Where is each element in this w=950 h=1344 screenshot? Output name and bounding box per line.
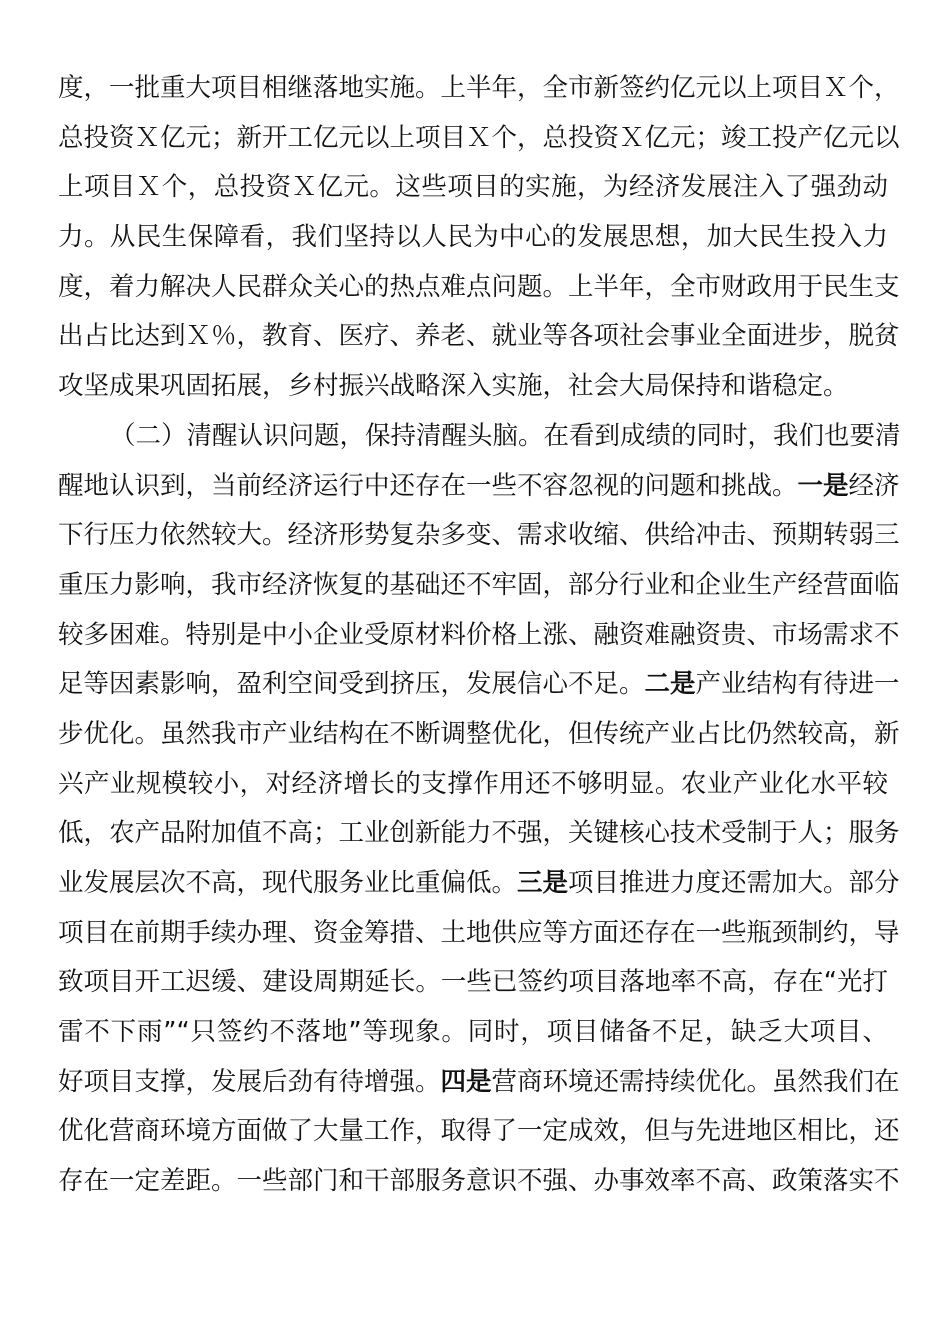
text-line: 步优化。虽然我市产业结构在不断调整优化，但传统产业占比仍然较高，新 — [58, 718, 900, 749]
text-line: 存在一定差距。一些部门和干部服务意识不强、办事效率不高、政策落实不 — [58, 1166, 900, 1197]
text-line: 项目在前期手续办理、资金筹措、土地供应等方面还存在一些瓶颈制约，导 — [58, 917, 900, 948]
text-line: 低，农产品附加值不高；工业创新能力不强，关键核心技术受制于人；服务 — [58, 818, 900, 849]
text-line: 雷不下雨”“只签约不落地”等现象。同时，项目储备不足，缺乏大项目、 — [58, 1017, 888, 1048]
text-line: 度，一批重大项目相继落地实施。上半年，全市新签约亿元以上项目Ｘ个， — [58, 73, 900, 103]
text-line: 下行压力依然较大。经济形势复杂多变、需求收缩、供给冲击、预期转弱三 — [58, 520, 900, 551]
text-segment: 业发展层次不高，现代服务业比重偏低。 — [58, 868, 518, 898]
paragraph-achievements — [58, 64, 900, 412]
text-segment: 足等因素影响，盈利空间受到挤压，发展信心不足。 — [58, 669, 645, 700]
text-segment: 产业结构有待进一 — [695, 669, 900, 700]
bold-marker-fourth: 四是 — [440, 1066, 492, 1097]
text-line — [58, 660, 900, 710]
text-line: 总投资Ｘ亿元；新开工亿元以上项目Ｘ个，总投资Ｘ亿元；竣工投产亿元以 — [58, 122, 900, 153]
document-page — [58, 64, 901, 1207]
text-line: 攻坚成果巩固拓展，乡村振兴战略深入实施，社会大局保持和谐稳定。 — [58, 371, 849, 402]
text-line: 较多困难。特别是中小企业受原材料价格上涨、融资难融资贵、市场需求不 — [58, 619, 900, 650]
text-segment: 经济 — [848, 470, 900, 501]
text-segment: 好项目支撑，发展后劲有待增强。 — [58, 1066, 441, 1097]
text-line: 出占比达到Ｘ％，教育、医疗、养老、就业等各项社会事业全面进步，脱贫 — [58, 321, 900, 352]
text-line: 优化营商环境方面做了大量工作，取得了一定成效，但与先进地区相比，还 — [58, 1116, 900, 1147]
text-segment: 醒地认识到，当前经济运行中还存在一些不容忽视的问题和挑战。 — [58, 470, 798, 501]
text-line: 重压力影响，我市经济恢复的基础还不牢固，部分行业和企业生产经营面临 — [58, 569, 900, 600]
text-line: 兴产业规模较小，对经济增长的支撑作用还不够明显。农业产业化水平较 — [58, 768, 888, 799]
text-line — [58, 1058, 900, 1108]
paragraph-problems — [58, 412, 901, 1207]
text-line: 上项目Ｘ个，总投资Ｘ亿元。这些项目的实施，为经济发展注入了强劲动 — [58, 172, 888, 203]
text-line — [58, 462, 900, 512]
text-line — [58, 859, 900, 909]
bold-marker-third: 三是 — [517, 868, 569, 898]
text-segment: 营商环境还需持续优化。虽然我们在 — [491, 1066, 900, 1097]
text-line: 力。从民生保障看，我们坚持以人民为中心的发展思想，加大民生投入力 — [58, 222, 888, 253]
bold-marker-second: 二是 — [644, 669, 696, 700]
text-segment: 项目推进力度还需加大。部分 — [568, 868, 900, 898]
text-line: 度，着力解决人民群众关心的热点难点问题。上半年，全市财政用于民生支 — [58, 271, 900, 302]
text-line: 致项目开工迟缓、建设周期延长。一些已签约项目落地率不高，存在“光打 — [58, 967, 888, 998]
section-heading-line: （二）清醒认识问题，保持清醒头脑。在看到成绩的同时，我们也要清 — [110, 420, 901, 451]
bold-marker-first: 一是 — [797, 470, 849, 501]
